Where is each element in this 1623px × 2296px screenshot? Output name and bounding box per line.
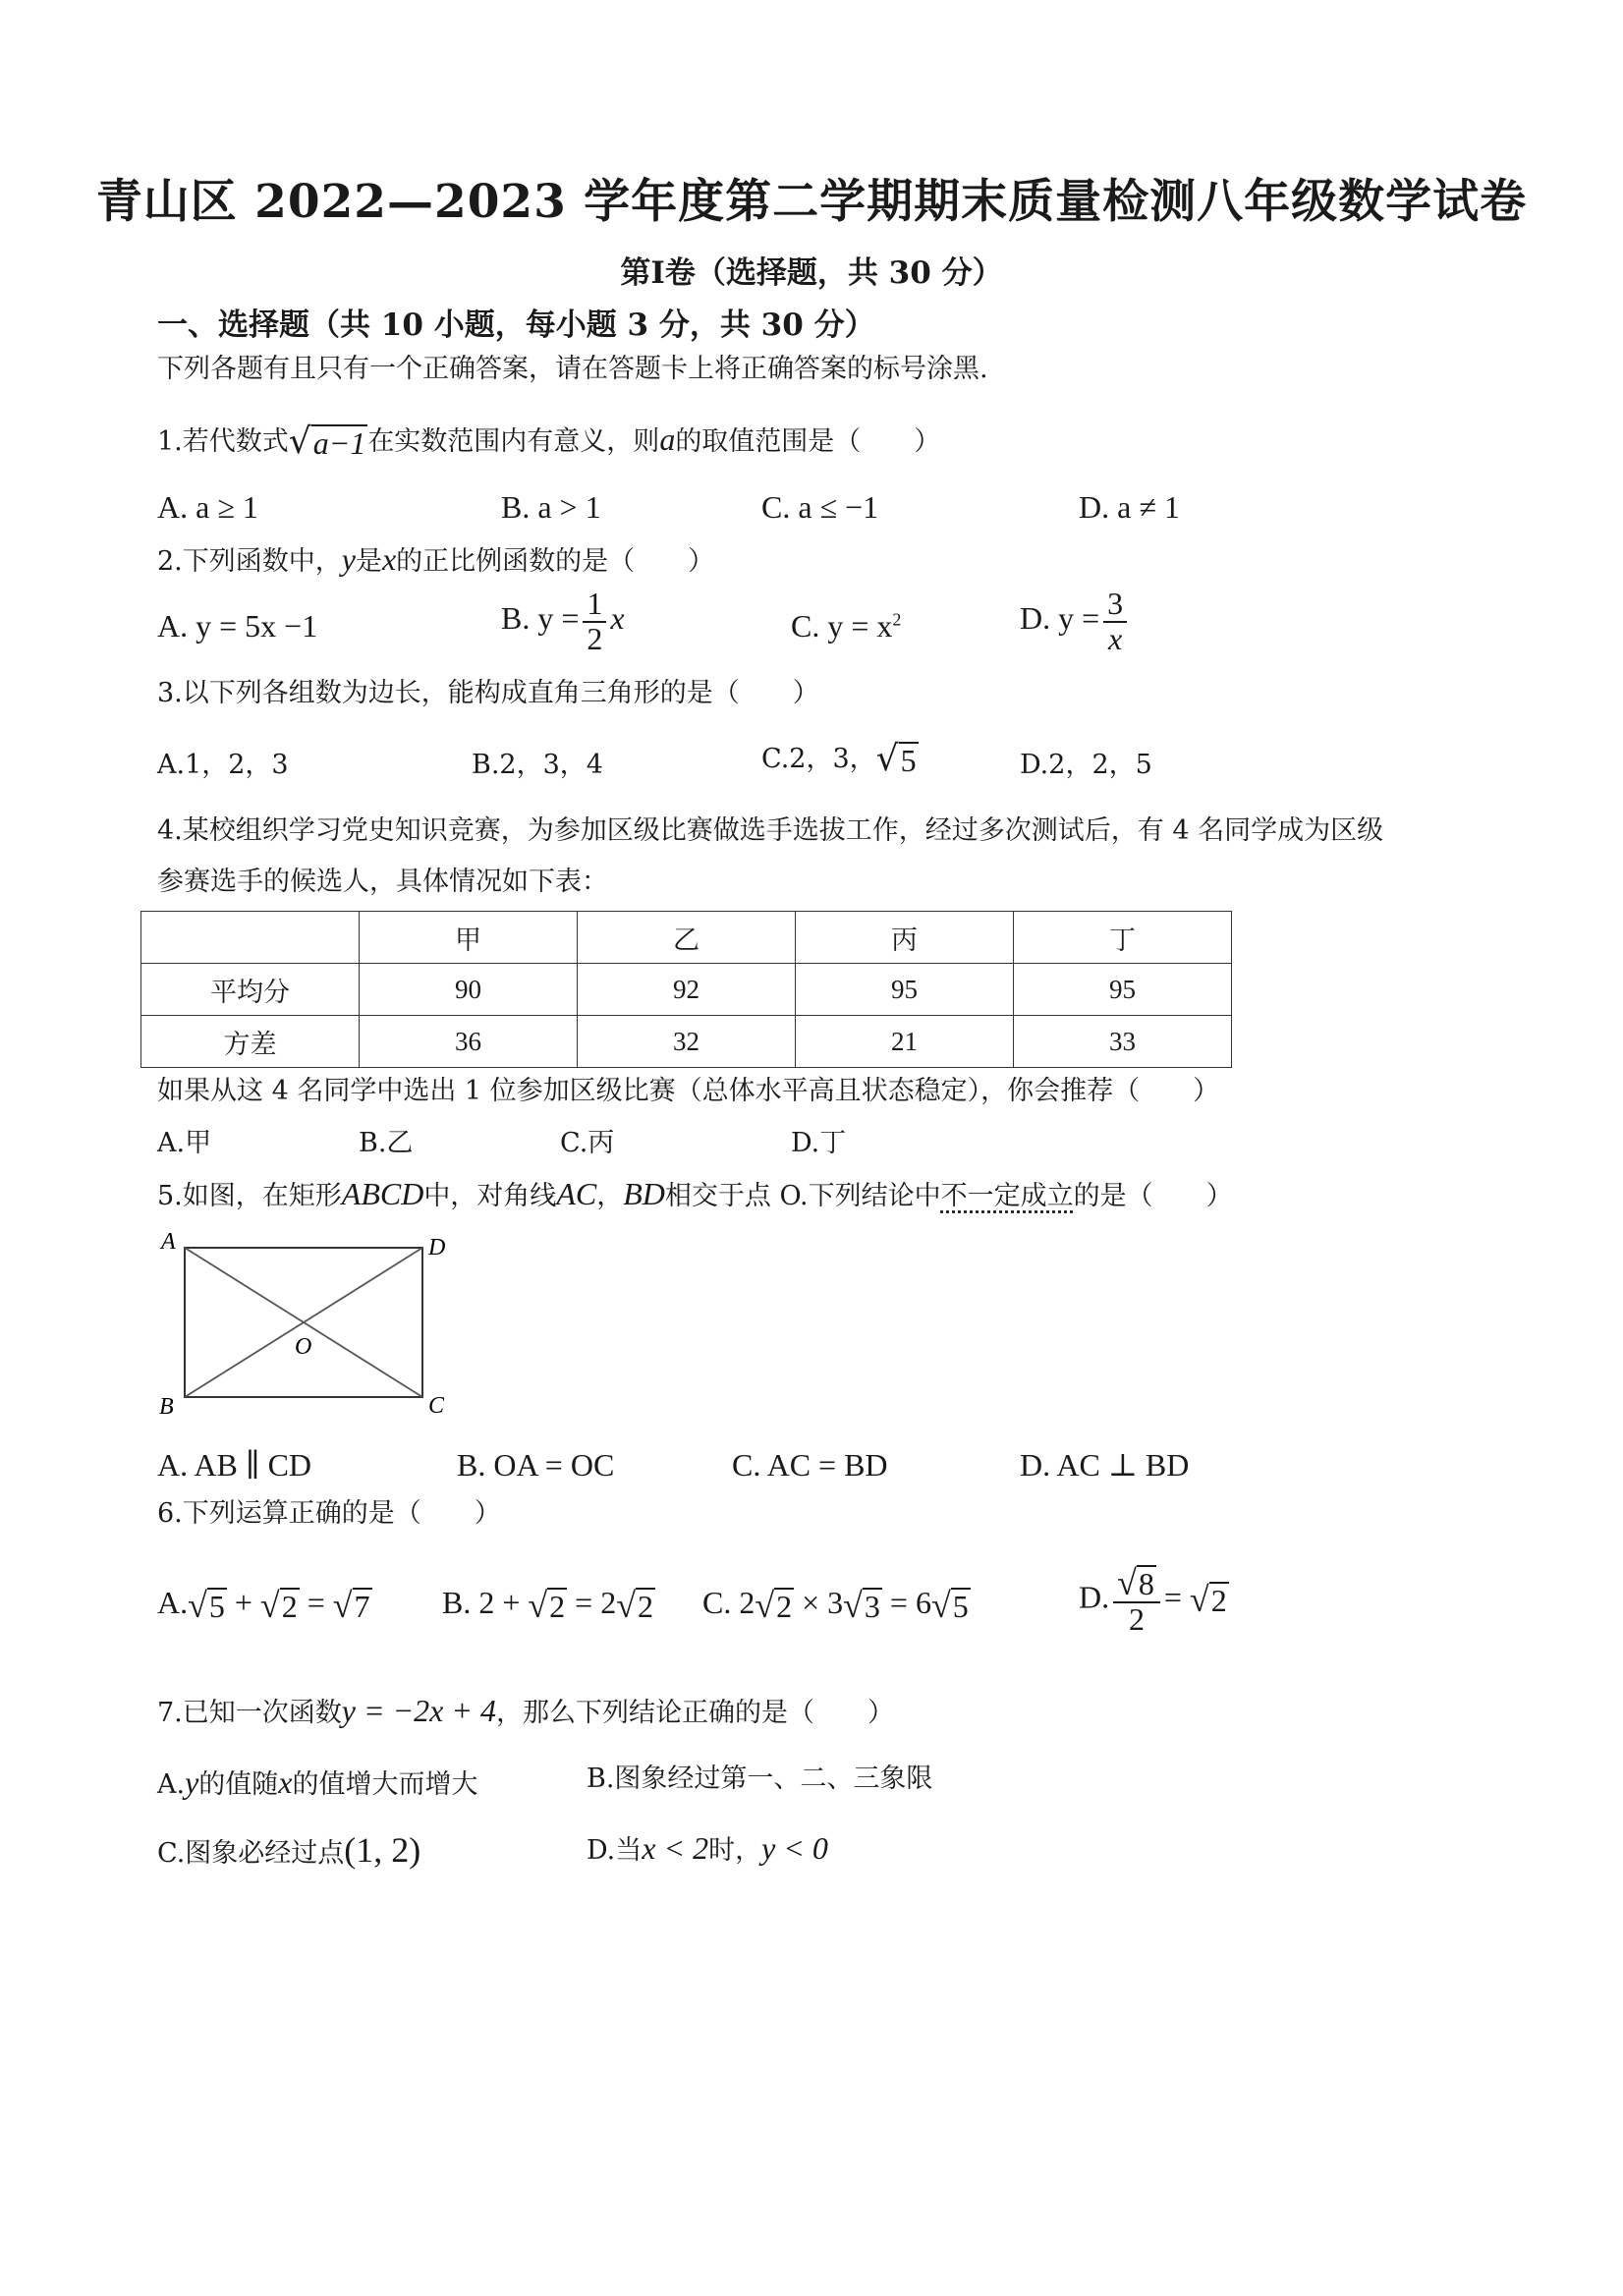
q6-a-eq: = (307, 1585, 325, 1620)
q6-d-fraction (1113, 1564, 1160, 1637)
table-header-cell (141, 912, 360, 964)
q5-rect: ABCD (341, 1176, 424, 1211)
q2-option-a: A. y = 5x −1 (157, 608, 318, 644)
table-header-cell: 丙 (796, 912, 1014, 964)
table-header-cell: 乙 (578, 912, 796, 964)
q7-d-res: y < 0 (761, 1830, 828, 1866)
q6-d-r: 2 (1210, 1583, 1227, 1619)
table-cell: 32 (578, 1016, 796, 1068)
q6-d-eq: = (1163, 1579, 1182, 1615)
q6-c-pre: C. 2 (702, 1585, 756, 1620)
q6-c-sqrt2: √ 3 (843, 1586, 880, 1626)
q3-option-d: D.2，2，5 (1020, 750, 1152, 780)
q6-c-sqrt3: √ 5 (930, 1586, 969, 1626)
q5-option-a: A. AB ∥ CD (157, 1447, 312, 1483)
table-cell: 95 (796, 964, 1014, 1016)
q5-mid: 中，对角线 (423, 1181, 557, 1211)
q2-y: y (341, 541, 356, 577)
q6-c-r3: 5 (952, 1589, 969, 1625)
q6-a-plus: + (234, 1585, 252, 1620)
q6-b-sqrt1: √ 2 (528, 1586, 566, 1626)
q6-b-r1: 2 (549, 1589, 566, 1625)
q6-d-num-rad: 8 (1138, 1566, 1154, 1602)
q6-d-num-sqrt: √ 8 (1117, 1563, 1154, 1603)
q6-a-r3: 7 (354, 1589, 370, 1625)
question-4-line1: 4.某校组织学习党史知识竞赛，为参加区级比赛做选手选拔工作，经过多次测试后，有 4 名同学成为区级 (157, 815, 1384, 846)
q1-option-c: C. a ≤ −1 (761, 489, 879, 525)
q2-prefix: 2.下列函数中， (157, 546, 342, 577)
q5-post: 的是（ ） (1073, 1181, 1233, 1211)
label-o: O (295, 1334, 312, 1360)
q6-c-r2: 3 (864, 1589, 880, 1625)
q7-a-x: x (278, 1764, 293, 1800)
q2-optd-fraction (1103, 588, 1127, 655)
q5-option-b: B. OA = OC (457, 1447, 615, 1483)
q7-a-pre: A. (157, 1769, 186, 1800)
q2-optd-num: 3 (1103, 588, 1127, 623)
q7-d-pre: D.当 (587, 1835, 643, 1866)
q7-c-pre: C.图象必经过点 (157, 1838, 345, 1869)
q2-option-d (1020, 588, 1131, 655)
q7-option-c (157, 1829, 420, 1872)
q6-a-sqrt2: √ 2 (259, 1586, 298, 1626)
table-header-cell: 甲 (360, 912, 578, 964)
q7-function: y = −2x + 4 (341, 1693, 496, 1728)
q3-optc-rad: 5 (900, 743, 917, 778)
q6-option-a (157, 1584, 372, 1624)
q5-pre: 5.如图，在矩形 (157, 1181, 342, 1211)
q3-option-a: A.1，2，3 (157, 750, 289, 780)
q1-suffix2: 的取值范围是（ ） (675, 426, 941, 457)
q7-post: ，那么下列结论正确的是（ ） (495, 1698, 894, 1728)
q5-emphasis: 不一定成立 (940, 1181, 1074, 1211)
q5-ac: AC (556, 1176, 597, 1211)
q7-option-b: B.图象经过第一、二、三象限 (587, 1764, 933, 1794)
question-7 (157, 1692, 894, 1729)
question-5 (157, 1175, 1233, 1212)
q6-d-sqrt: √ 2 (1189, 1580, 1227, 1620)
table-cell: 33 (1014, 1016, 1232, 1068)
label-d: D (428, 1235, 446, 1260)
question-2 (157, 540, 714, 578)
section-heading: 一、选择题（共 10 小题，每小题 3 分，共 30 分） (157, 308, 875, 343)
q2-optd-pre: D. y = (1020, 599, 1100, 636)
q6-a-pre: A. (157, 1585, 189, 1620)
q6-b-pre: B. 2 + (442, 1585, 521, 1620)
q2-optb-fraction (583, 588, 606, 655)
q4-option-c: C.丙 (560, 1128, 615, 1158)
q5-option-d: D. AC ⊥ BD (1020, 1447, 1190, 1483)
q1-var: a (659, 421, 676, 457)
q7-d-cond: x < 2 (642, 1830, 709, 1866)
q6-d-pre: D. (1079, 1579, 1110, 1615)
q5-mid2: 相交于点 O.下列结论中 (664, 1181, 941, 1211)
q6-b-sqrt2: √ 2 (616, 1586, 653, 1626)
paper-subtitle: 第Ⅰ卷（选择题，共 30 分） (620, 255, 1003, 291)
q7-option-d (587, 1829, 828, 1867)
q6-c-mul: × 3 (802, 1585, 844, 1620)
table-cell: 92 (578, 964, 796, 1016)
table-row (141, 964, 1232, 1016)
q5-bd: BD (623, 1176, 665, 1211)
q4-option-b: B.乙 (359, 1128, 414, 1158)
table-cell: 95 (1014, 964, 1232, 1016)
label-a: A (161, 1229, 176, 1255)
q6-b-eq: = 2 (575, 1585, 617, 1620)
q3-option-c (761, 739, 919, 779)
q1-suffix: 在实数范围内有意义，则 (367, 426, 660, 457)
q6-a-sqrt1: √ 5 (188, 1586, 225, 1626)
label-b: B (159, 1394, 174, 1420)
q4-option-d: D.丁 (791, 1128, 847, 1158)
instructions: 下列各题有且只有一个正确答案，请在答题卡上将正确答案的标号涂黑. (157, 354, 988, 384)
table-cell: 平均分 (141, 964, 360, 1016)
q2-suffix: 的正比例函数的是（ ） (396, 546, 715, 577)
q1-radicand: a−1 (312, 424, 366, 461)
label-c: C (428, 1393, 445, 1419)
table-cell: 21 (796, 1016, 1014, 1068)
q2-optc-exp: 2 (892, 609, 902, 630)
q2-optb-den: 2 (587, 620, 603, 656)
q7-pre: 7.已知一次函数 (157, 1698, 342, 1728)
q4-option-a: A.甲 (157, 1128, 212, 1158)
q3-option-b: B.2，3，4 (472, 750, 603, 780)
q6-option-c (702, 1584, 971, 1624)
q6-c-sqrt1: √ 2 (755, 1586, 793, 1626)
q2-optc-base: C. y = x (791, 608, 893, 644)
table-header-row (141, 912, 1232, 964)
question-6: 6.下列运算正确的是（ ） (157, 1498, 501, 1529)
q5-comma: ， (596, 1181, 624, 1211)
rectangle-figure (147, 1223, 472, 1420)
q7-a-post: 的值增大而增大 (292, 1769, 478, 1800)
q2-optd-den: x (1108, 620, 1123, 656)
table-cell: 36 (360, 1016, 578, 1068)
q6-a-sqrt3: √ 7 (332, 1586, 370, 1626)
q3-optc-pre: C.2，3， (761, 744, 876, 775)
q2-optb-pre: B. y = (501, 599, 580, 636)
question-1 (157, 420, 940, 461)
q6-c-eq: = 6 (889, 1585, 931, 1620)
table-cell: 90 (360, 964, 578, 1016)
q2-mid: 是 (355, 546, 382, 577)
q5-option-c: C. AC = BD (732, 1447, 888, 1483)
q6-a-r1: 5 (208, 1589, 225, 1625)
q3-optc-sqrt: √ 5 (875, 739, 917, 779)
q7-d-mid: 时， (708, 1835, 762, 1866)
q1-option-b: B. a > 1 (501, 489, 601, 525)
q1-option-a: A. a ≥ 1 (157, 489, 258, 525)
q6-c-r1: 2 (776, 1589, 793, 1625)
q2-optb-post: x (610, 599, 625, 636)
question-4-line2: 参赛选手的候选人，具体情况如下表： (157, 867, 608, 897)
q7-a-y: y (185, 1764, 199, 1800)
q6-b-r2: 2 (637, 1589, 653, 1625)
table-cell: 方差 (141, 1016, 360, 1068)
q2-option-c (791, 607, 901, 644)
q6-d-den: 2 (1128, 1601, 1145, 1638)
q2-x: x (381, 541, 397, 577)
question-3: 3.以下列各组数为边长，能构成直角三角形的是（ ） (157, 678, 819, 708)
table-row (141, 1016, 1232, 1068)
q1-prefix: 1.若代数式 (157, 426, 289, 457)
q6-a-r2: 2 (281, 1589, 298, 1625)
q7-option-a (157, 1764, 478, 1801)
question-4-ask: 如果从这 4 名同学中选出 1 位参加区级比赛（总体水平高且状态稳定），你会推荐（ ） (157, 1076, 1220, 1106)
q6-option-d (1079, 1564, 1229, 1637)
q1-sqrt: √ a−1 (288, 420, 366, 462)
q7-c-point: (1, 2) (344, 1830, 421, 1870)
q2-optb-num: 1 (583, 588, 606, 623)
exam-title: 青山区 2022—2023 学年度第二学期期末质量检测八年级数学试卷 (95, 175, 1528, 229)
q7-a-mid: 的值随 (198, 1769, 279, 1800)
q6-option-b (442, 1584, 655, 1624)
candidate-table (140, 911, 1232, 1068)
table-header-cell: 丁 (1014, 912, 1232, 964)
q1-option-d: D. a ≠ 1 (1079, 489, 1180, 525)
q2-option-b (501, 588, 625, 655)
